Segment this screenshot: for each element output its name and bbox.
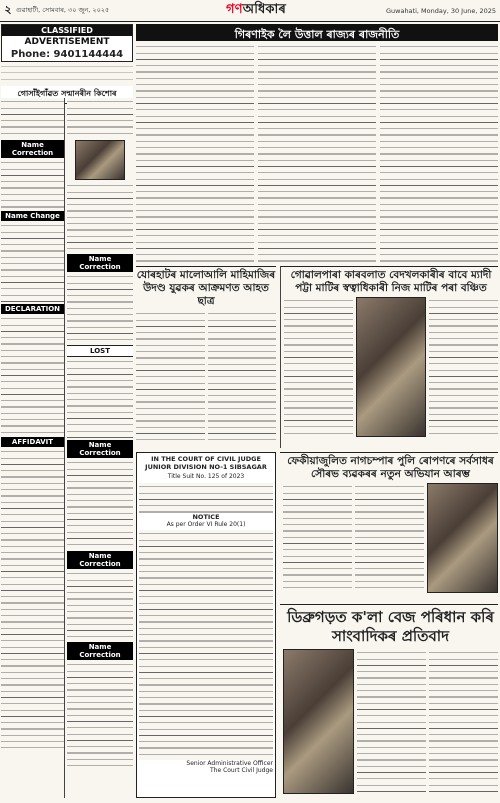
classified-ad-box (1, 24, 133, 62)
top-story-body (136, 43, 498, 265)
ad-title-mid-4: Name Correction (67, 642, 133, 660)
court-sign-2: The Court Civil Judge (210, 767, 273, 774)
story-goalpara (280, 266, 498, 448)
fekiajuli-photo (427, 483, 498, 593)
advertisement-label: ADVERTISEMENT (24, 37, 110, 47)
ad-title-affidavit: AFFIDAVIT (1, 437, 64, 447)
left-ads-col-2 (67, 98, 133, 798)
court-sign: Senior Administrative Officer (186, 760, 273, 767)
court-notice-label: NOTICE (192, 513, 220, 521)
ad-title-declaration: DECLARATION (1, 304, 64, 314)
dibrugarh-photo (283, 649, 354, 794)
ad-title-mid-2: Name Correction (67, 440, 133, 458)
left-ads-col-1 (1, 98, 65, 798)
story-dibrugarh (280, 604, 498, 798)
ad-title-name-change: Name Change (1, 211, 64, 221)
story-fekiajuli-headline: ফেকীয়াজুলিত নাগচম্পাৰ পুলি ৰোপণৰে সৰ্বসাধৰ সৌৰভ ব্যৱকৰৰ নতুন অভিযান আৰম্ভ (287, 455, 494, 480)
court-title: IN THE COURT OF CIVIL JUDGE JUNIOR DIVISION NO-1 SIBSAGAR (145, 455, 267, 471)
court-notice (136, 452, 276, 798)
story-dibrugarh-headline: ডিব্ৰুগড়ত ক'লা বেজ পৰিধান কৰি সাংবাদিকৰ প্ৰতিবাদ (287, 608, 494, 645)
goalpara-photo (356, 297, 427, 437)
classified-label: CLASSIFIED (2, 25, 132, 36)
classified-phone: Phone: 9401144444 (10, 49, 124, 60)
story-jorhat-headline: যোৰহাটৰ মালোআলি মাহিমাজিৰ উদণ্ড যুৱকৰ আক্ৰমণত আহত ছাত্ৰ (136, 269, 276, 307)
page-header (0, 0, 500, 22)
top-story-headline: গিৰণাইক লৈ উত্তাল ৰাজ্যৰ ৰাজনীতি (136, 24, 498, 41)
page-number: ২ (4, 3, 12, 16)
classified-note (1, 63, 133, 85)
story-goalpara-headline: গোৱালপাৰা কাৰবলাত বেদখলকাৰীৰ বাবে ম্যাদী পট্টা মাটিৰ স্বত্বাধিকাৰী নিজ মাটিৰ পৰা বঞ্চিত (290, 269, 492, 294)
ad-title-mid-0: Name Correction (67, 254, 133, 272)
story-jorhat (136, 266, 276, 448)
left-news-head: গোসাঁইগাঁৱত সন্মানৰীন কিশোৰ (1, 86, 133, 104)
story-fekiajuli (280, 452, 498, 600)
ad-title-name-correction: Name Correction (1, 140, 64, 158)
masthead-logo: গণঅধিকাৰ (225, 2, 287, 17)
ad-title-lost: LOST (67, 345, 133, 357)
header-date: গুৱাহাটী, সোমবাৰ, ৩০ জুন, ২০২৫ (16, 6, 110, 14)
header-date-english: Guwahati, Monday, 30 June, 2025 (385, 6, 496, 15)
court-suit: Title Suit No. 125 of 2023 (167, 473, 245, 480)
ad-photo (75, 140, 125, 180)
court-order: As per Order VI Rule 20(1) (166, 521, 246, 528)
ad-title-mid-3: Name Correction (67, 551, 133, 569)
